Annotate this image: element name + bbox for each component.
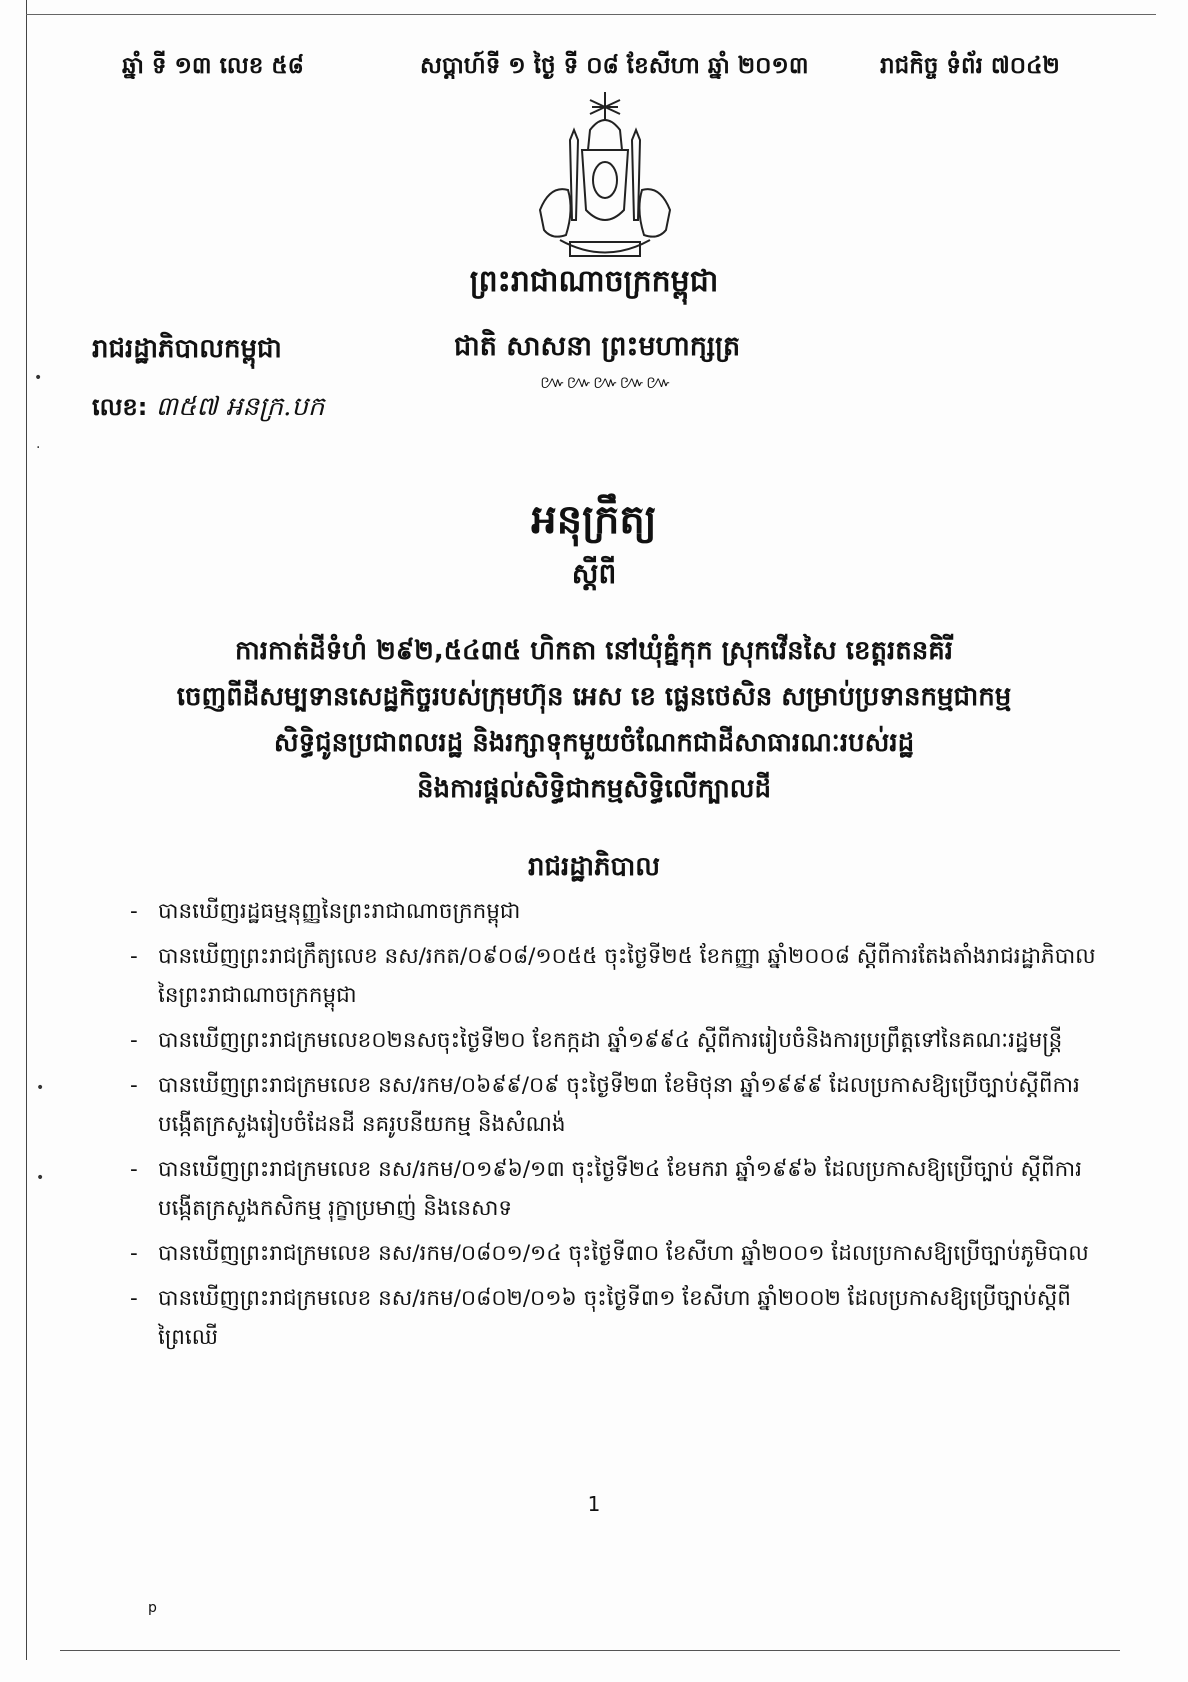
issuer-name: រាជរដ្ឋាភិបាលកម្ពុជា: [92, 334, 282, 364]
clause-item: - បានឃើញព្រះរាជក្រមលេខ០២នសចុះថ្ងៃទី២០ ខែកក្កដា ឆ្នាំ១៩៩៤ ស្តីពីការរៀបចំនិងការប្រព្រឹត្តទៅនៃគណៈរដ្ឋមន្ត្រី: [126, 1021, 1096, 1060]
gazette-date: សប្តាហ៍ទី ១ ថ្ងៃ ទី ០៨ ខែសីហា ឆ្នាំ ២០១៣: [420, 53, 809, 79]
gazette-year-number: ឆ្នាំ ទី ១៣ លេខ ៥៨: [122, 53, 304, 79]
title-line: សិទ្ធិជូនប្រជាពលរដ្ឋ និងរក្សាទុកមួយចំណែកជាដីសាធារណៈរបស់រដ្ឋ: [273, 728, 915, 758]
title-line: ចេញពីដីសម្បទានសេដ្ឋកិច្ចរបស់ក្រុមហ៊ុន អេស ខេ ផ្លេនថេសិន សម្រាប់ប្រទានកម្មជាកម្ម: [176, 682, 1012, 712]
title-line: ការកាត់ដីទំហំ ២៩២,៥៤៣៥ ហិកតា នៅឃុំគ្នំកុក ស្រុកវើនសៃ ខេត្តរតនគិរី: [235, 636, 953, 666]
gazette-page: រាជកិច្ច ទំព័រ ៧០៤២: [880, 53, 1060, 79]
scan-speck: •: [36, 1080, 45, 1096]
title-line: និងការផ្តល់សិទ្ធិជាកម្មសិទ្ធិលើក្បាលដី: [417, 774, 771, 804]
government-heading: រាជរដ្ឋាភិបាល: [527, 852, 661, 882]
scan-speck: •: [34, 370, 43, 386]
royal-coat-of-arms-icon: [530, 90, 680, 270]
clause-item: - បានឃើញព្រះរាជក្រមលេខ នស/រកម/០៨០២/០១៦ ចុះថ្ងៃទី៣១ ខែសីហា ឆ្នាំ២០០២ ដែលប្រកាសឱ្យប្រើច្បាប់ស្តីពីព្រៃឈើ: [126, 1279, 1096, 1357]
clause-item: - បានឃើញព្រះរាជក្រឹត្យលេខ នស/រកត/០៩០៨/១០៥៥ ចុះថ្ងៃទី២៥ ខែកញ្ញា ឆ្នាំ២០០៨ ស្តីពីការតែងតាំងរាជរដ្ឋាភិបាលនៃព្រះរាជាណាចក្រកម្ពុជា: [126, 937, 1096, 1015]
clause-item: - បានឃើញព្រះរាជក្រមលេខ នស/រកម/០៨០១/១៤ ចុះថ្ងៃទី៣០ ខែសីហា ឆ្នាំ២០០១ ដែលប្រកាសឱ្យប្រើច្បាប់ភូមិបាល: [126, 1234, 1096, 1273]
clause-item: - បានឃើញព្រះរាជក្រមលេខ នស/រកម/០៦៩៩/០៩ ចុះថ្ងៃទី២៣ ខែមិថុនា ឆ្នាំ១៩៩៩ ដែលប្រកាសឱ្យប្រើច្បាប់ស្តីពីការបង្កើតក្រសួងរៀបចំដែនដី នគរូបនីយកម្ម និងសំណង់: [126, 1066, 1096, 1144]
clause-item: - បានឃើញព្រះរាជក្រមលេខ នស/រកម/០១៩៦/១៣ ចុះថ្ងៃទី២៤ ខែមករា ឆ្នាំ១៩៩៦ ដែលប្រកាសឱ្យប្រើច្បាប់ ស្តីពីការបង្កើតក្រសួងកសិកម្ម រុក្ខាប្រមាញ់ និងនេសាទ: [126, 1150, 1096, 1228]
scan-speck: •: [36, 1170, 45, 1186]
preamble-clauses: [126, 892, 1096, 1363]
scan-edge-left: [26, 0, 27, 1660]
document-type: អនុក្រឹត្យ: [531, 497, 657, 543]
document-about: ស្តីពី: [571, 557, 617, 590]
scan-edge-top: [26, 14, 1156, 15]
reference-label: លេខ:: [92, 393, 148, 421]
kingdom-name: ព្រះរាជាណាចក្រកម្ពុជា: [469, 264, 719, 299]
page-number: 1: [587, 1492, 601, 1516]
scan-edge-bottom: [60, 1650, 1120, 1651]
reference-value: ៣៥៧ អនក្រ.បក: [155, 392, 325, 422]
scan-speck: ·: [36, 440, 41, 456]
national-motto: ជាតិ សាសនា ព្រះមហាក្សត្រ: [454, 331, 741, 362]
footer-mark: p: [148, 1600, 157, 1616]
clause-item: - បានឃើញរដ្ឋធម្មនុញ្ញនៃព្រះរាជាណាចក្រកម្ពុជា: [126, 892, 1096, 931]
motto-ornament: ៚៚៚៚៚: [540, 372, 673, 393]
reference-number: [92, 390, 324, 428]
